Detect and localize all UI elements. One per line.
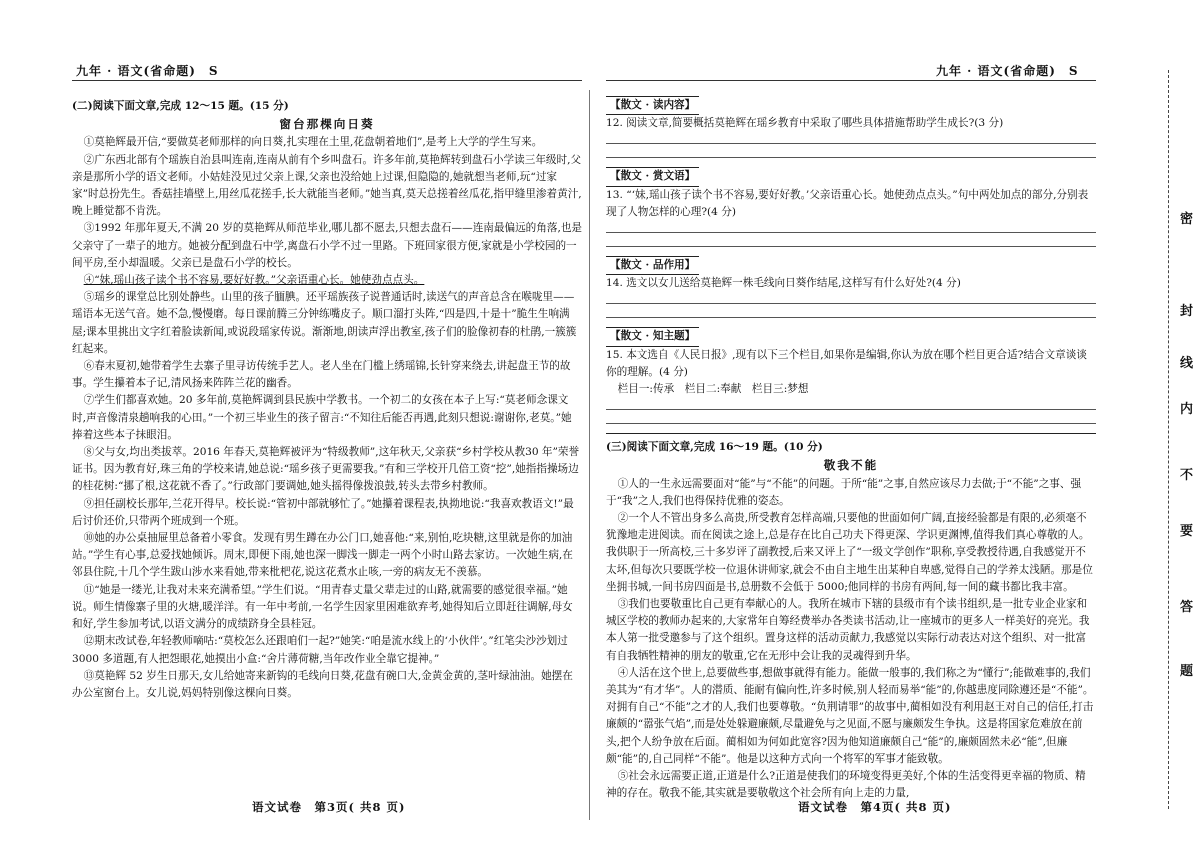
question-text: 12. 阅读文章,简要概括莫艳辉在瑶乡教育中采取了哪些具体措施帮助学生成长?(3 分)	[606, 117, 1004, 130]
paragraph: ⑥春末夏初,她带着学生去寨子里寻访传统手艺人。老人坐在门槛上绣瑶锦,长针穿来绕去,讲起盘王节的故事。学生攥着本子记,清风扬来阵阵兰花的幽香。	[72, 360, 571, 390]
paragraph: ②广东西北部有个瑶族自治县叫连南,连南从前有个乡叫盘石。许多年前,莫艳辉转到盘石小学读三年级时,父亲是那所小学的语文老师。小姑娃没见过父亲上课,父亲也没给她上过课,但隐隐的,她就想当老师,玩“过家家”时总扮先生。香菇挂墙壁上,用丝瓜花搓手,长大就能当老师。”她当真,莫天总搓着丝瓜花,指甲缝里渗着黄汁,晚上睡觉都不肯洗。	[72, 153, 582, 218]
paragraph: ⑨担任副校长那年,兰花开得早。校长说:“管初中部就够忙了。”她攥着课程表,执拗地说:“我喜欢教语文!”最后讨价还价,只带两个班成到一个班。	[72, 497, 574, 527]
question-text: 14. 选文以女儿送给莫艳辉一株毛线向日葵作结尾,这样写有什么好处?(4 分)	[606, 277, 961, 290]
answer-line[interactable]	[606, 302, 1096, 304]
header-rule	[606, 80, 1096, 81]
article-title: 敬我不能	[823, 458, 879, 473]
seal-char: 密	[1180, 212, 1194, 227]
section-divider	[606, 433, 1096, 434]
paragraph: ⑤社会永远需要正道,正道是什么?正道是使我们的环境变得更美好,个体的生活变得更幸福的物质、精神的存在。敬我不能,其实就是要敬敬这个社会所有向上走的力量,	[606, 770, 1086, 800]
question-text: 13. “‘妹,瑶山孩子读个书不容易,要好好教。’父亲语重心长。她使劲点点头。”句中两处加点的部分,分别表现了人物怎样的心理?(4 分)	[606, 188, 1089, 218]
paragraph: ⑧父与女,均出类拔萃。2016 年春天,莫艳辉被评为“特级教师”,这年秋天,父亲获“乡村学校从教30 年”荣誉证书。因为教育好,珠三角的学校来请,她总说:“瑶乡孩子更需要我。”有和三学校开几倍工资“挖”,她指指操场边的桂花树:“挪了根,这花就不香了。”行政部门要调她,她头摇得像拨浪鼓,转头去带乡村教师。	[72, 446, 580, 493]
seal-char: 内	[1180, 402, 1194, 417]
paragraph: ②一个人不管出身多么高贵,所受教育怎样高端,只要他的世面如何广阔,直接经验都是有限的,必须毫不犹豫地走进阅读。而在阅读之途上,总是存在比自己功夫下得更深、学识更渊博,值得我们真心尊敬的人。我供职于一所高校,三十多岁评了副教授,后来又评上了“一级文学创作”职称,享受教授待遇,自我感觉开不太坏,但每次只要既学校一位退休讲师家,就会不由自主地生出某种自卑感,觉得自己的学养太浅陋。那是位坐拥书城,一间书房四面是书,总册数不会低于 5000;他同样的书房有两间,每一间的藏书都比我丰富。	[606, 512, 1093, 593]
column-options: 栏目一:传承 栏目二:奉献 栏目三:梦想	[617, 383, 809, 396]
left-page	[0, 0, 590, 849]
question-13	[606, 167, 1096, 247]
answer-line[interactable]	[606, 316, 1096, 318]
paragraph: ①人的一生永远需要面对“能”与“不能”的问题。于所“能”之事,自然应该尽力去做;于“不能”之事、强于“我”之人,我们也得保持优雅的姿态。	[606, 477, 1082, 507]
page-footer: 语文试卷 第4页( 共8 页)	[798, 800, 952, 814]
header-rule	[72, 80, 582, 81]
section-title: (三)阅读下面文章,完成 16～19 题。(10 分)	[606, 441, 823, 454]
question-15	[606, 327, 1096, 424]
answer-line[interactable]	[606, 422, 1096, 424]
question-14	[606, 256, 1096, 318]
questions-area	[606, 96, 1096, 803]
paragraph: ⑫期末改试卷,年轻教师嘀咕:“莫校怎么还跟咱们一起?”她笑:“咱是流水线上的‘小伙伴’。”红笔尖沙沙划过 3000 多道题,有人把怨眼花,她摸出小盒:“舍片薄荷糖,当年改作业全靠它提神。”	[72, 635, 568, 665]
seal-char: 线	[1180, 356, 1194, 371]
paragraph: ⑩她的办公桌抽屉里总备着小零食。发现有男生蹲在办公门口,她喜他:“来,别怕,吃块糖,这里就是你的加油站。”学生有心事,总爱找她倾诉。周末,即便下雨,她也深一脚浅一脚走一两个小时山路去家访。一次她生病,在邻县住院,十几个学生跋山涉水来看她,带来枇杷花,说这花煮水止咳,一旁的病友无不羡慕。	[72, 532, 573, 579]
page-header: 九年 · 语文(省命题) S	[936, 64, 1079, 78]
paragraph: ⑦学生们都喜欢她。20 多年前,莫艳辉调到县民族中学教书。一个初二的女孩在本子上写:“莫老师念课文时,声音像清泉趟响我的心田。”一个初三毕业生的孩子留言:“不知往后能否再遇,此刻只想说:谢谢你,老莫。”她捧着这些本子抹眼泪。	[72, 394, 572, 441]
question-tag: 【散文 · 读内容】	[606, 96, 699, 115]
answer-line[interactable]	[606, 142, 1096, 144]
answer-line[interactable]	[606, 156, 1096, 158]
seal-char: 不	[1180, 468, 1194, 483]
paragraph: ③我们也要敬重比自己更有奉献心的人。我所在城市下辖的县级市有个读书组织,是一批专业企业家和城区学校的教师办起来的,大家常年自筹经费举办各类读书活动,让一座城市的更多人一样美好的亮光。我本人第一批受邀参与了这个组织。置身这样的活动贡献力,我感觉以实际行动表达对这个组织、对一批富有自我牺牲精神的朋友的敬重,它在无形中会让我的灵魂得到升华。	[606, 598, 1090, 662]
paragraph: ⑪“她是一缕光,让我对未来充满希望。”学生们说。“用青春丈量父辈走过的山路,就需要的感觉很幸福。”她说。师生情像寨子里的火塘,暖洋洋。有一年中考前,一名学生因家里困难欲弃考,她得知后立即赶往调解,母女和好,学生参加考试,以语文满分的成绩跻身全县桂冠。	[72, 583, 573, 631]
paragraph: ①莫艳辉最开信,“要做莫老师那样的向日葵,扎实理在土里,花盘朝着地们”,是考上大学的学生写来。	[83, 136, 543, 149]
page-footer: 语文试卷 第3页( 共8 页)	[252, 800, 406, 814]
paragraph: ⑬莫艳辉 52 岁生日那天,女儿给她寄来新钩的毛线向日葵,花盘有碗口大,金黄金黄的,茎叶绿油油。她摆在办公室窗台上。女儿说,妈妈特别像这棵向日葵。	[72, 669, 573, 699]
question-tag: 【散文 · 知主题】	[606, 327, 699, 346]
seal-char: 要	[1180, 524, 1194, 539]
article-title: 窗台那棵向日葵	[279, 117, 375, 132]
reading-passage	[72, 98, 582, 702]
seal-char: 答	[1180, 600, 1194, 615]
question-12	[606, 96, 1096, 158]
dashed-seal-line	[1168, 70, 1169, 809]
section-title: (二)阅读下面文章,完成 12～15 题。(15 分)	[72, 100, 289, 112]
right-page	[590, 0, 1150, 849]
answer-line[interactable]	[606, 408, 1096, 410]
seal-char: 题	[1180, 664, 1194, 679]
question-tag: 【散文 · 品作用】	[606, 256, 699, 275]
answer-line[interactable]	[606, 231, 1096, 233]
page-header: 九年 · 语文(省命题) S	[76, 64, 219, 78]
question-text: 15. 本文选自《人民日报》,现有以下三个栏目,如果你是编辑,你认为放在哪个栏目更合适?结合文章谈谈你的理解。(4 分)	[606, 348, 1087, 378]
paragraph: ④人活在这个世上,总要做些事,想做事就得有能力。能做一般事的,我们称之为“懂行”;能做难事的,我们美其为“有才华”。人的潜质、能耐有偏向性,许多时候,别人轻而易举“能”的,你越患度同除遵还是“不能”。对拥有自己“不能”之才的人,我们也要尊敬。“负荆请罪”的故事中,蔺相如没有利用赵王对自己的信任,打击廉颇的“嚣张气焰”,而是处处躲避廉颇,尽量避免与之见面,不愿与廉颇发生争执。这是将国家危难放在前头,把个人纷争放在后面。蔺相如为何如此宽容?因为他知道廉颇自己“能”的,廉颇固然未必“能”,但廉颇“能”的,自己同样“不能”。他是以这种方式向一个将军的军事才能致敬。	[606, 666, 1094, 765]
seal-line-margin	[1152, 0, 1200, 849]
answer-line[interactable]	[606, 245, 1096, 247]
paragraph: ③1992 年那年夏天,不满 20 岁的莫艳辉从师范毕业,哪儿都不愿去,只想去盘石——连南最偏远的角落,也是父亲守了一辈子的地方。她被分配到盘石中学,离盘石小学不过一里路。下班回家很方便,家就是小学校园的一间平房,至小却温暖。父亲已是盘石小学的校长。	[72, 222, 583, 269]
paragraph: ⑤瑶乡的课堂总比别处静些。山里的孩子腼腆。还平瑶族孩子说普通话时,读送气的声音总含在喉咙里——瑶语本无送气音。她不急,慢慢磨。每日课前腾三分钟练嘴皮子。顺口溜打头阵,“四是四,十是十”脆生生响满屋;课本里挑出文字红着脸读新闻,或说段瑶家传说。渐渐地,朗读声浮出教室,孩子们的脸像初春的杜鹃,一簇簇红起来。	[72, 291, 577, 355]
seal-char: 封	[1180, 304, 1194, 319]
paragraph-underlined: ④“妹,瑶山孩子读个书不容易,要好好教。”父亲语重心长。她使劲点点头。	[83, 274, 425, 287]
question-tag: 【散文 · 赏文语】	[606, 167, 699, 186]
